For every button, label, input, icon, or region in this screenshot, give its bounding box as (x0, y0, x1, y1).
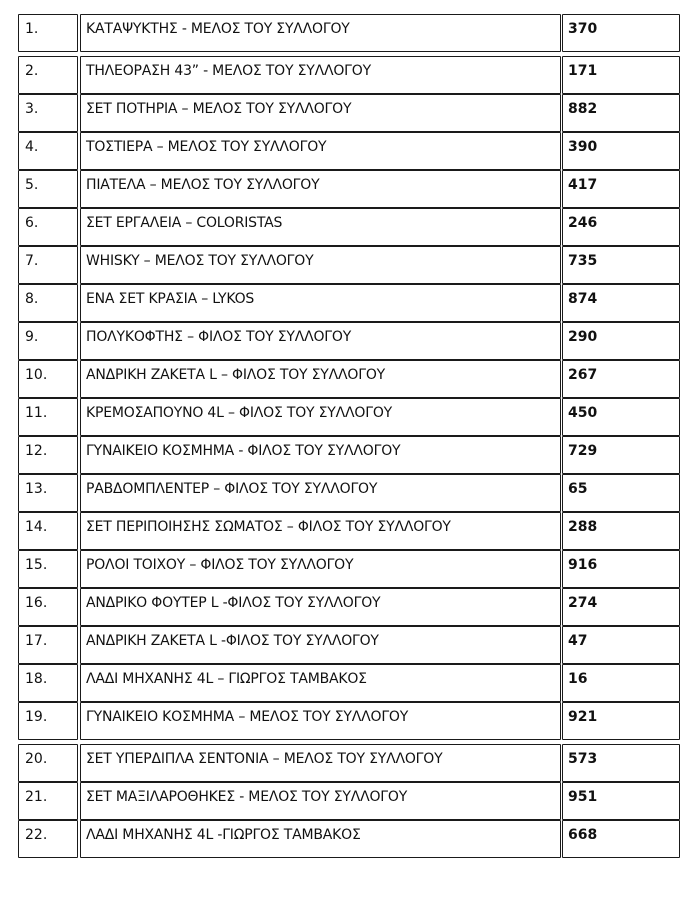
ticket-number: 16 (562, 664, 680, 702)
ticket-number: 951 (562, 782, 680, 820)
row-number: 10. (18, 360, 78, 398)
row-number: 21. (18, 782, 78, 820)
table-row (18, 94, 680, 132)
row-number: 18. (18, 664, 78, 702)
ticket-number: 874 (562, 284, 680, 322)
row-number: 7. (18, 246, 78, 284)
table-row (18, 284, 680, 322)
table-row (18, 398, 680, 436)
row-number: 15. (18, 550, 78, 588)
row-number: 5. (18, 170, 78, 208)
prize-table (18, 14, 680, 858)
row-number: 9. (18, 322, 78, 360)
table-row (18, 512, 680, 550)
prize-description: ΑΝΔΡΙΚΗ ΖΑΚΕΤΑ L -ΦΙΛΟΣ ΤΟΥ ΣΥΛΛΟΓΟΥ (80, 626, 561, 664)
ticket-number: 668 (562, 820, 680, 858)
table-row (18, 436, 680, 474)
table-row (18, 132, 680, 170)
row-number: 6. (18, 208, 78, 246)
ticket-number: 274 (562, 588, 680, 626)
table-row (18, 588, 680, 626)
row-number: 8. (18, 284, 78, 322)
ticket-number: 729 (562, 436, 680, 474)
row-number: 22. (18, 820, 78, 858)
ticket-number: 450 (562, 398, 680, 436)
table-row (18, 56, 680, 94)
ticket-number: 573 (562, 744, 680, 782)
table-row (18, 208, 680, 246)
ticket-number: 370 (562, 14, 680, 52)
ticket-number: 290 (562, 322, 680, 360)
prize-description: ΡΑΒΔΟΜΠΛΕΝΤΕΡ – ΦΙΛΟΣ ΤΟΥ ΣΥΛΛΟΓΟΥ (80, 474, 561, 512)
row-number: 4. (18, 132, 78, 170)
prize-description: ΑΝΔΡΙΚΗ ΖΑΚΕΤΑ L – ΦΙΛΟΣ ΤΟΥ ΣΥΛΛΟΓΟΥ (80, 360, 561, 398)
prize-description: ΕΝΑ ΣΕΤ ΚΡΑΣΙΑ – LYKOS (80, 284, 561, 322)
table-row (18, 360, 680, 398)
row-number: 3. (18, 94, 78, 132)
row-number: 1. (18, 14, 78, 52)
prize-description: ΡΟΛΟΙ ΤΟΙΧΟΥ – ΦΙΛΟΣ ΤΟΥ ΣΥΛΛΟΓΟΥ (80, 550, 561, 588)
prize-description: ΛΑΔΙ ΜΗΧΑΝΗΣ 4L – ΓΙΩΡΓΟΣ ΤΑΜΒΑΚΟΣ (80, 664, 561, 702)
table-row (18, 170, 680, 208)
ticket-number: 882 (562, 94, 680, 132)
row-number: 14. (18, 512, 78, 550)
table-row (18, 664, 680, 702)
prize-description: ΠΟΛΥΚΟΦΤΗΣ – ΦΙΛΟΣ ΤΟΥ ΣΥΛΛΟΓΟΥ (80, 322, 561, 360)
ticket-number: 171 (562, 56, 680, 94)
prize-description: ΣΕΤ ΠΕΡΙΠΟΙΗΣΗΣ ΣΩΜΑΤΟΣ – ΦΙΛΟΣ ΤΟΥ ΣΥΛΛΟΓΟΥ (80, 512, 561, 550)
ticket-number: 390 (562, 132, 680, 170)
prize-description: ΣΕΤ ΠΟΤΗΡΙΑ – ΜΕΛΟΣ ΤΟΥ ΣΥΛΛΟΓΟΥ (80, 94, 561, 132)
table-row (18, 626, 680, 664)
row-number: 13. (18, 474, 78, 512)
row-number: 20. (18, 744, 78, 782)
ticket-number: 735 (562, 246, 680, 284)
prize-description: ΓΥΝΑΙΚΕΙΟ ΚΟΣΜΗΜΑ – ΜΕΛΟΣ ΤΟΥ ΣΥΛΛΟΓΟΥ (80, 702, 561, 740)
table-row (18, 702, 680, 740)
prize-description: ΠΙΑΤΕΛΑ – ΜΕΛΟΣ ΤΟΥ ΣΥΛΛΟΓΟΥ (80, 170, 561, 208)
ticket-number: 246 (562, 208, 680, 246)
table-row (18, 744, 680, 782)
ticket-number: 921 (562, 702, 680, 740)
table-row (18, 14, 680, 52)
prize-description: WHISKY – ΜΕΛΟΣ ΤΟΥ ΣΥΛΛΟΓΟΥ (80, 246, 561, 284)
prize-description: ΚΡΕΜΟΣΑΠΟΥΝΟ 4L – ΦΙΛΟΣ ΤΟΥ ΣΥΛΛΟΓΟΥ (80, 398, 561, 436)
prize-description: ΚΑΤΑΨΥΚΤΗΣ - ΜΕΛΟΣ ΤΟΥ ΣΥΛΛΟΓΟΥ (80, 14, 561, 52)
table-row (18, 782, 680, 820)
prize-description: ΓΥΝΑΙΚΕΙΟ ΚΟΣΜΗΜΑ - ΦΙΛΟΣ ΤΟΥ ΣΥΛΛΟΓΟΥ (80, 436, 561, 474)
prize-description: ΛΑΔΙ ΜΗΧΑΝΗΣ 4L -ΓΙΩΡΓΟΣ ΤΑΜΒΑΚΟΣ (80, 820, 561, 858)
prize-description: ΤΟΣΤΙΕΡΑ – ΜΕΛΟΣ ΤΟΥ ΣΥΛΛΟΓΟΥ (80, 132, 561, 170)
row-number: 17. (18, 626, 78, 664)
ticket-number: 916 (562, 550, 680, 588)
prize-description: ΣΕΤ ΜΑΞΙΛΑΡΟΘΗΚΕΣ - ΜΕΛΟΣ ΤΟΥ ΣΥΛΛΟΓΟΥ (80, 782, 561, 820)
ticket-number: 267 (562, 360, 680, 398)
row-number: 12. (18, 436, 78, 474)
row-number: 11. (18, 398, 78, 436)
row-number: 19. (18, 702, 78, 740)
prize-description: ΑΝΔΡΙΚΟ ΦΟΥΤΕΡ L -ΦΙΛΟΣ ΤΟΥ ΣΥΛΛΟΓΟΥ (80, 588, 561, 626)
prize-description: ΤΗΛΕΟΡΑΣΗ 43” - ΜΕΛΟΣ ΤΟΥ ΣΥΛΛΟΓΟΥ (80, 56, 561, 94)
prize-description: ΣΕΤ ΕΡΓΑΛΕΙΑ – COLORISTAS (80, 208, 561, 246)
table-row (18, 820, 680, 858)
table-row (18, 246, 680, 284)
table-row (18, 474, 680, 512)
prize-description: ΣΕΤ ΥΠΕΡΔΙΠΛΑ ΣΕΝΤΟΝΙΑ – ΜΕΛΟΣ ΤΟΥ ΣΥΛΛΟΓΟΥ (80, 744, 561, 782)
ticket-number: 288 (562, 512, 680, 550)
table-row (18, 322, 680, 360)
ticket-number: 65 (562, 474, 680, 512)
ticket-number: 417 (562, 170, 680, 208)
ticket-number: 47 (562, 626, 680, 664)
table-row (18, 550, 680, 588)
row-number: 16. (18, 588, 78, 626)
row-number: 2. (18, 56, 78, 94)
